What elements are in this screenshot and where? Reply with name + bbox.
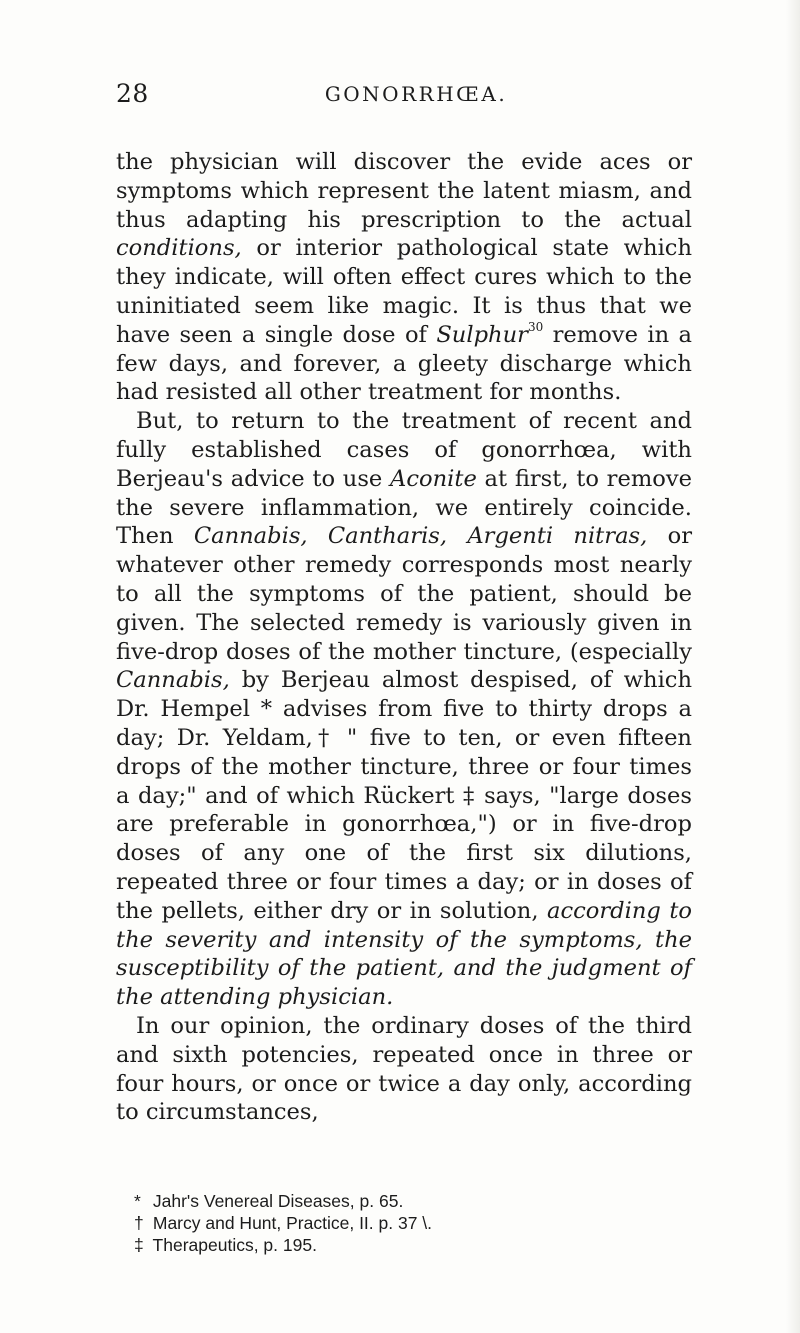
footnote-3: ‡ Therapeutics, p. 195. [134,1235,317,1255]
page-edge-shadow [786,0,800,1333]
footnote-mark: † [134,1213,144,1233]
paragraph-3: In our opinion, the ordinary doses of the third and sixth potencies, repeated once in three or four hours, or once or twice a day only, according to circumstances, [116,1012,692,1126]
footnote-2: † Marcy and Hunt, Practice, II. p. 37 \. [134,1213,433,1233]
footnote-mark: ‡ [134,1235,144,1255]
main-text [116,148,692,1127]
paragraph-1: the physician will discover the evide aces or symptoms which represent the latent miasm, and thus adapting his prescription to the actual conditions, or interior pathological state which they indicate, will often effect cures which to the uninitiated seem like magic. It is thus that we have seen a single dose of Sulphur$^{30}$ remove in a few days, and forever, a gleety discharge which had resisted all other treatment for months. [116,149,692,406]
footnotes [134,1190,674,1256]
running-head: GONORRHŒA. [324,82,508,106]
superscript-potency: 30 [527,320,544,335]
paragraph-2: But, to return to the treatment of recent and fully established cases of gonorrhœa, with Berjeau's advice to use Aconite at first, to remove the severe inflammation, we entirely coincide. Then Cannabis, Cantharis, Argenti nitras, or whatever other remedy corresponds most nearly to all the symptoms of the patient, should be given. The selected remedy is variously given in five-drop doses of the mother tincture, (especially Cannabis, by Berjeau almost despised, of which Dr. Hempel * advises from five to thirty drops a day; Dr. Yeldam,† " five to ten, or even fifteen drops of the mother tincture, three or four times a day;" and of which Rückert ‡ says, "large doses are preferable in gonorrhœa,") or in five-drop doses of any one of the first six dilutions, repeated three or four times a day; or in doses of the pellets, either dry or in solution, according to the severity and intensity of the symptoms, the susceptibility of the patient, and the judgment of the attending physician. [116,408,692,1011]
footnote-1: * Jahr's Venereal Diseases, p. 65. [134,1191,404,1211]
footnote-mark: * [134,1191,141,1211]
page-number: 28 [116,79,149,108]
page-header [116,79,692,119]
